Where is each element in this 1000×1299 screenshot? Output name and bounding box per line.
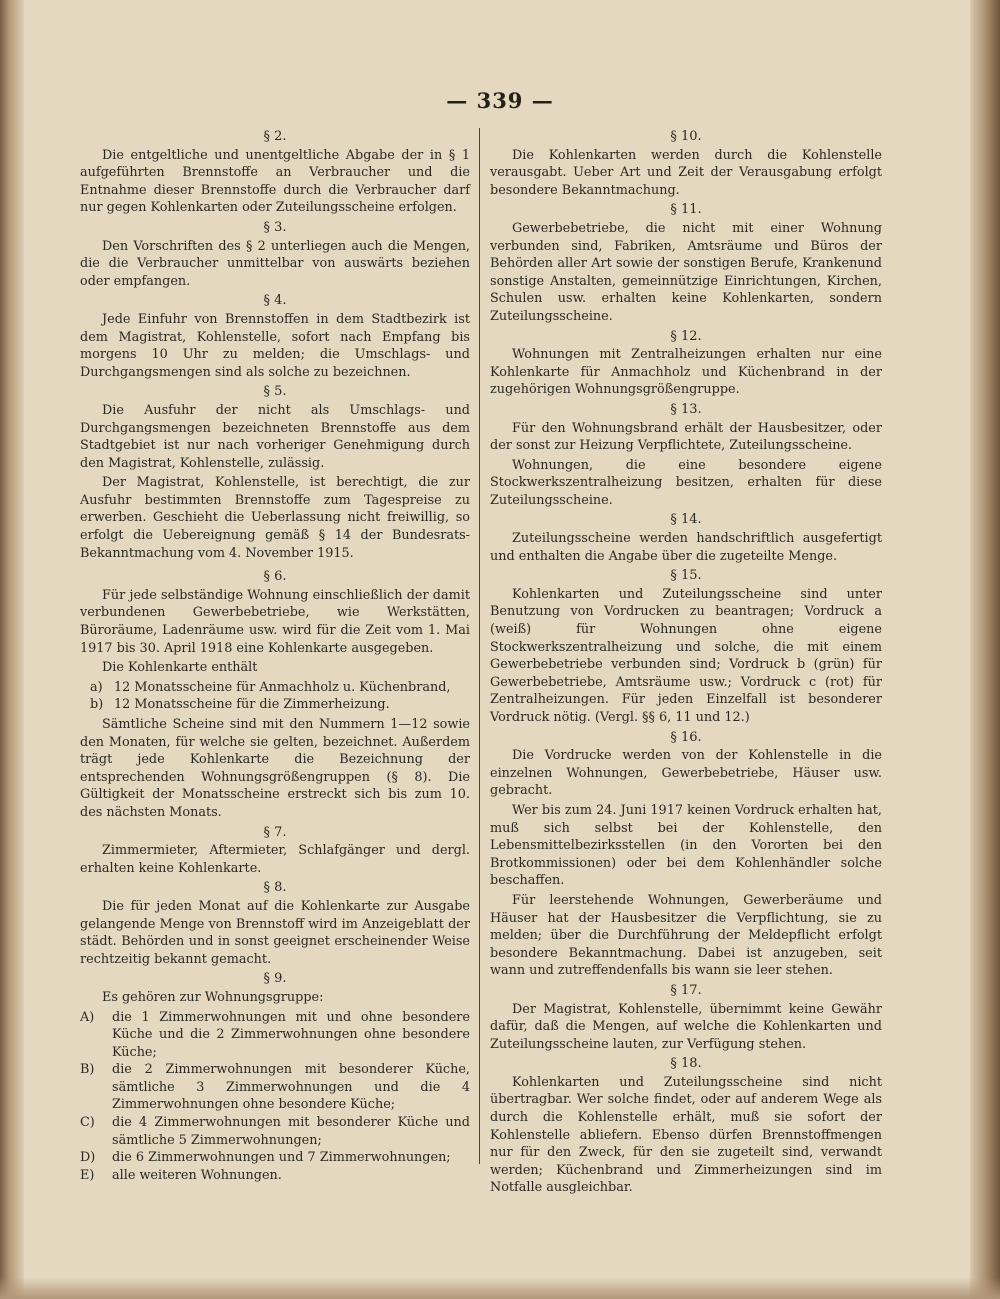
section-paragraph: Für leerstehende Wohnungen, Gewerberäume und Häuser hat der Hausbesitzer die Verpflichtung, sie zu melden; über die Durchführung der Meldepflicht erfolgt besondere Bekanntmachung. Dabei ist anzugeben, seit wann und zutreffendenfalls bis wann sie leer stehen. — [490, 892, 882, 979]
section-heading: § 5. — [263, 384, 287, 400]
list-marker: a) — [90, 679, 103, 695]
list-marker: B) — [80, 1062, 95, 1078]
section-text: Die Kohlenkarten werden durch die Kohlenstelle verausgabt. Ueber Art und Zeit der Verausgabung erfolgt besondere Bekanntmachung. — [490, 147, 882, 198]
housing-group-list — [80, 1009, 470, 1185]
list-marker: b) — [90, 697, 104, 713]
section-text: Den Vorschriften des § 2 unterliegen auch die Mengen, die die Verbraucher unmittelbar von auswärts beziehen oder empfangen. — [80, 238, 470, 289]
section-paragraph: Die Kohlenkarte enthält — [102, 660, 258, 676]
list-marker: A) — [80, 1009, 95, 1025]
section-18 — [490, 1055, 882, 1197]
section-heading: § 17. — [670, 982, 702, 998]
section-paragraph: Sämtliche Scheine sind mit den Nummern 1—12 sowie den Monaten, für welche sie gelten, bezeichnet. Außerdem trägt jede Kohlenkarte die Bezeichnung der entsprechenden Wohnungsgrößengruppen (§ 8). Die Gültigkeit der Monatsscheine erstreckt sich bis zum 10. des nächsten Monats. — [80, 717, 470, 820]
section-heading: § 15. — [670, 568, 702, 584]
section-heading: § 11. — [670, 202, 702, 218]
page-number: — 339 — — [446, 88, 554, 113]
section-4 — [80, 292, 470, 381]
list-marker: E) — [80, 1167, 95, 1183]
right-column — [490, 128, 882, 1199]
section-2 — [80, 128, 470, 217]
section-paragraph: Für jede selbständige Wohnung einschließlich der damit verbundenen Gewerbebetriebe, wie Werkstätten, Büroräume, Ladenräume usw. wird für die Zeit vom 1. Mai 1917 bis 30. April 1918 eine Kohlenkarte ausgegeben. — [80, 587, 470, 656]
section-10 — [490, 128, 882, 199]
left-column — [80, 128, 470, 1186]
section-paragraph: Der Magistrat, Kohlenstelle, ist berechtigt, die zur Ausfuhr bestimmten Brennstoffe zum Tagespreise zu erwerben. Geschieht die Ueberlassung nicht freiwillig, so erfolgt die Uebereignung gemäß § 14 der Bundesrats-Bekanntmachung vom 4. November 1915. — [80, 475, 470, 561]
section-heading: § 9. — [263, 971, 287, 987]
section-heading: § 4. — [263, 293, 287, 309]
section-text: Wohnungen mit Zentralheizungen erhalten nur eine Kohlenkarte für Anmachholz und Küchenbrand in der zugehörigen Wohnungsgrößengruppe. — [490, 347, 882, 398]
list-item-text: 12 Monatsscheine für die Zimmerheizung. — [114, 697, 390, 713]
section-heading: § 8. — [263, 880, 287, 896]
section-heading: § 18. — [670, 1056, 702, 1072]
section-heading: § 2. — [263, 129, 287, 144]
list-item — [80, 1114, 470, 1149]
section-heading: § 16. — [670, 729, 702, 745]
section-paragraph: Es gehören zur Wohnungsgruppe: — [102, 989, 324, 1005]
section-text: Der Magistrat, Kohlenstelle, übernimmt keine Gewähr dafür, daß die Mengen, auf welche die Kohlenkarten und Zuteilungsscheine lauten, zur Verfügung stehen. — [490, 1001, 882, 1052]
card-contents-list — [80, 679, 470, 714]
list-item — [80, 1009, 470, 1062]
section-paragraph: Die Vordrucke werden von der Kohlenstelle in die einzelnen Wohnungen, Gewerbebetriebe, Häuser usw. gebracht. — [490, 748, 882, 799]
section-paragraph: Wohnungen, die eine besondere eigene Stockwerkszentralheizung besitzen, erhalten für diese Zuteilungsscheine. — [490, 457, 882, 508]
section-heading: § 7. — [263, 824, 287, 840]
section-17 — [490, 982, 882, 1053]
section-11 — [490, 201, 882, 325]
section-heading: § 13. — [670, 401, 702, 417]
section-6 — [80, 568, 470, 821]
section-paragraph: Wer bis zum 24. Juni 1917 keinen Vordruck erhalten hat, muß sich selbst bei der Kohlenstelle, den Lebensmittelbezirksstellen (in den Vororten bei den Brotkommissionen) oder bei dem Kohlenhändler solche beschaffen. — [490, 802, 882, 889]
list-item-text: 12 Monatsscheine für Anmachholz u. Küchenbrand, — [114, 679, 451, 695]
section-text: Zuteilungsscheine werden handschriftlich ausgefertigt und enthalten die Angabe über die zugeteilte Menge. — [490, 531, 882, 564]
section-12 — [490, 328, 882, 399]
section-text: Kohlenkarten und Zuteilungsscheine sind unter Benutzung von Vordrucken zu beantragen; Vordruck a (weiß) für Wohnungen ohne eigene Stockwerkszentralheizung und solche, die mit einem Gewerbebetriebe verbunden sind; Vordruck b (grün) für Gewerbebetriebe, Amtsräume usw.; Vordruck c (rot) für Zentralheizungen. Für jeden Einzelfall ist besonderer Vordruck nötig. (Vergl. §§ 6, 11 und 12.) — [490, 586, 882, 725]
section-9 — [80, 970, 470, 1184]
column-divider — [479, 128, 480, 1164]
list-item — [80, 679, 470, 697]
section-14 — [490, 511, 882, 565]
list-item-text: die 4 Zimmerwohnungen mit besonderer Küche und sämtliche 5 Zimmerwohnungen; — [112, 1115, 470, 1148]
section-paragraph: Die Ausfuhr der nicht als Umschlags- und Durchgangsmengen bezeichneten Brennstoffe aus dem Stadtgebiet ist nur nach vorheriger Genehmigung durch den Magistrat, Kohlenstelle, zulässig. — [80, 402, 470, 471]
section-5 — [80, 383, 470, 562]
page-binding-edge — [0, 0, 24, 1299]
section-text: Gewerbebetriebe, die nicht mit einer Wohnung verbunden sind, Fabriken, Amtsräume und Büros der Behörden aller Art sowie der sonstigen Berufe, Krankenund sonstige Anstalten, gemeinnützige Einrichtungen, Kirchen, Schulen usw. erhalten keine Kohlenkarten, sondern Zuteilungsscheine. — [490, 220, 882, 324]
page-right-edge — [970, 0, 1000, 1299]
page-bottom-edge — [0, 1277, 1000, 1299]
section-text: Die entgeltliche und unentgeltliche Abgabe der in § 1 aufgeführten Brennstoffe an Verbraucher und die Entnahme dieser Brennstoffe durch die Verbraucher darf nur gegen Kohlenkarten oder Zuteilungsscheine erfolgen. — [80, 147, 470, 216]
section-heading: § 12. — [670, 328, 702, 344]
section-paragraph: Für den Wohnungsbrand erhält der Hausbesitzer, oder der sonst zur Heizung Verpflichtete, Zuteilungsscheine. — [490, 420, 882, 454]
section-13 — [490, 401, 882, 510]
list-item — [80, 1167, 470, 1185]
list-item-text: die 1 Zimmerwohnungen mit und ohne besondere Küche und die 2 Zimmerwohnungen ohne besondere Küche; — [112, 1009, 470, 1060]
section-3 — [80, 219, 470, 290]
section-15 — [490, 567, 882, 726]
section-text: Jede Einfuhr von Brennstoffen in dem Stadtbezirk ist dem Magistrat, Kohlenstelle, sofort nach Empfang bis morgens 10 Uhr zu melden; die Umschlags- und Durchgangsmengen sind als solche zu bezeichnen. — [80, 311, 470, 380]
section-text: Zimmermieter, Aftermieter, Schlafgänger und dergl. erhalten keine Kohlenkarte. — [80, 843, 470, 876]
section-text: Die für jeden Monat auf die Kohlenkarte zur Ausgabe gelangende Menge von Brennstoff wird im Anzeigeblatt der städt. Behörden und in sonst geeignet erscheinender Weise rechtzeitig bekannt gemacht. — [80, 898, 470, 967]
section-heading: § 14. — [670, 512, 702, 528]
section-16 — [490, 729, 882, 980]
list-item — [80, 696, 470, 714]
section-7 — [80, 824, 470, 878]
section-8 — [80, 879, 470, 968]
list-item-text: alle weiteren Wohnungen. — [112, 1167, 282, 1183]
section-heading: § 3. — [263, 219, 287, 235]
list-marker: C) — [80, 1115, 95, 1131]
section-heading: § 10. — [670, 129, 702, 144]
list-item-text: die 2 Zimmerwohnungen mit besonderer Küche, sämtliche 3 Zimmerwohnungen und die 4 Zimmerwohnungen ohne besondere Küche; — [112, 1062, 470, 1113]
list-item — [80, 1061, 470, 1114]
list-item — [80, 1149, 470, 1167]
list-item-text: die 6 Zimmerwohnungen und 7 Zimmerwohnungen; — [112, 1150, 451, 1166]
list-marker: D) — [80, 1150, 96, 1166]
section-text: Kohlenkarten und Zuteilungsscheine sind nicht übertragbar. Wer solche findet, oder auf anderem Wege als durch die Kohlenstelle erhält, muß sie sofort der Kohlenstelle abliefern. Ebenso dürfen Brennstoffmengen nur für den Zweck, für den sie zugeteilt sind, verwandt werden; Küchenbrand und Zimmerheizungen sind im Notfalle ausgleichbar. — [490, 1074, 882, 1196]
section-heading: § 6. — [263, 569, 287, 585]
